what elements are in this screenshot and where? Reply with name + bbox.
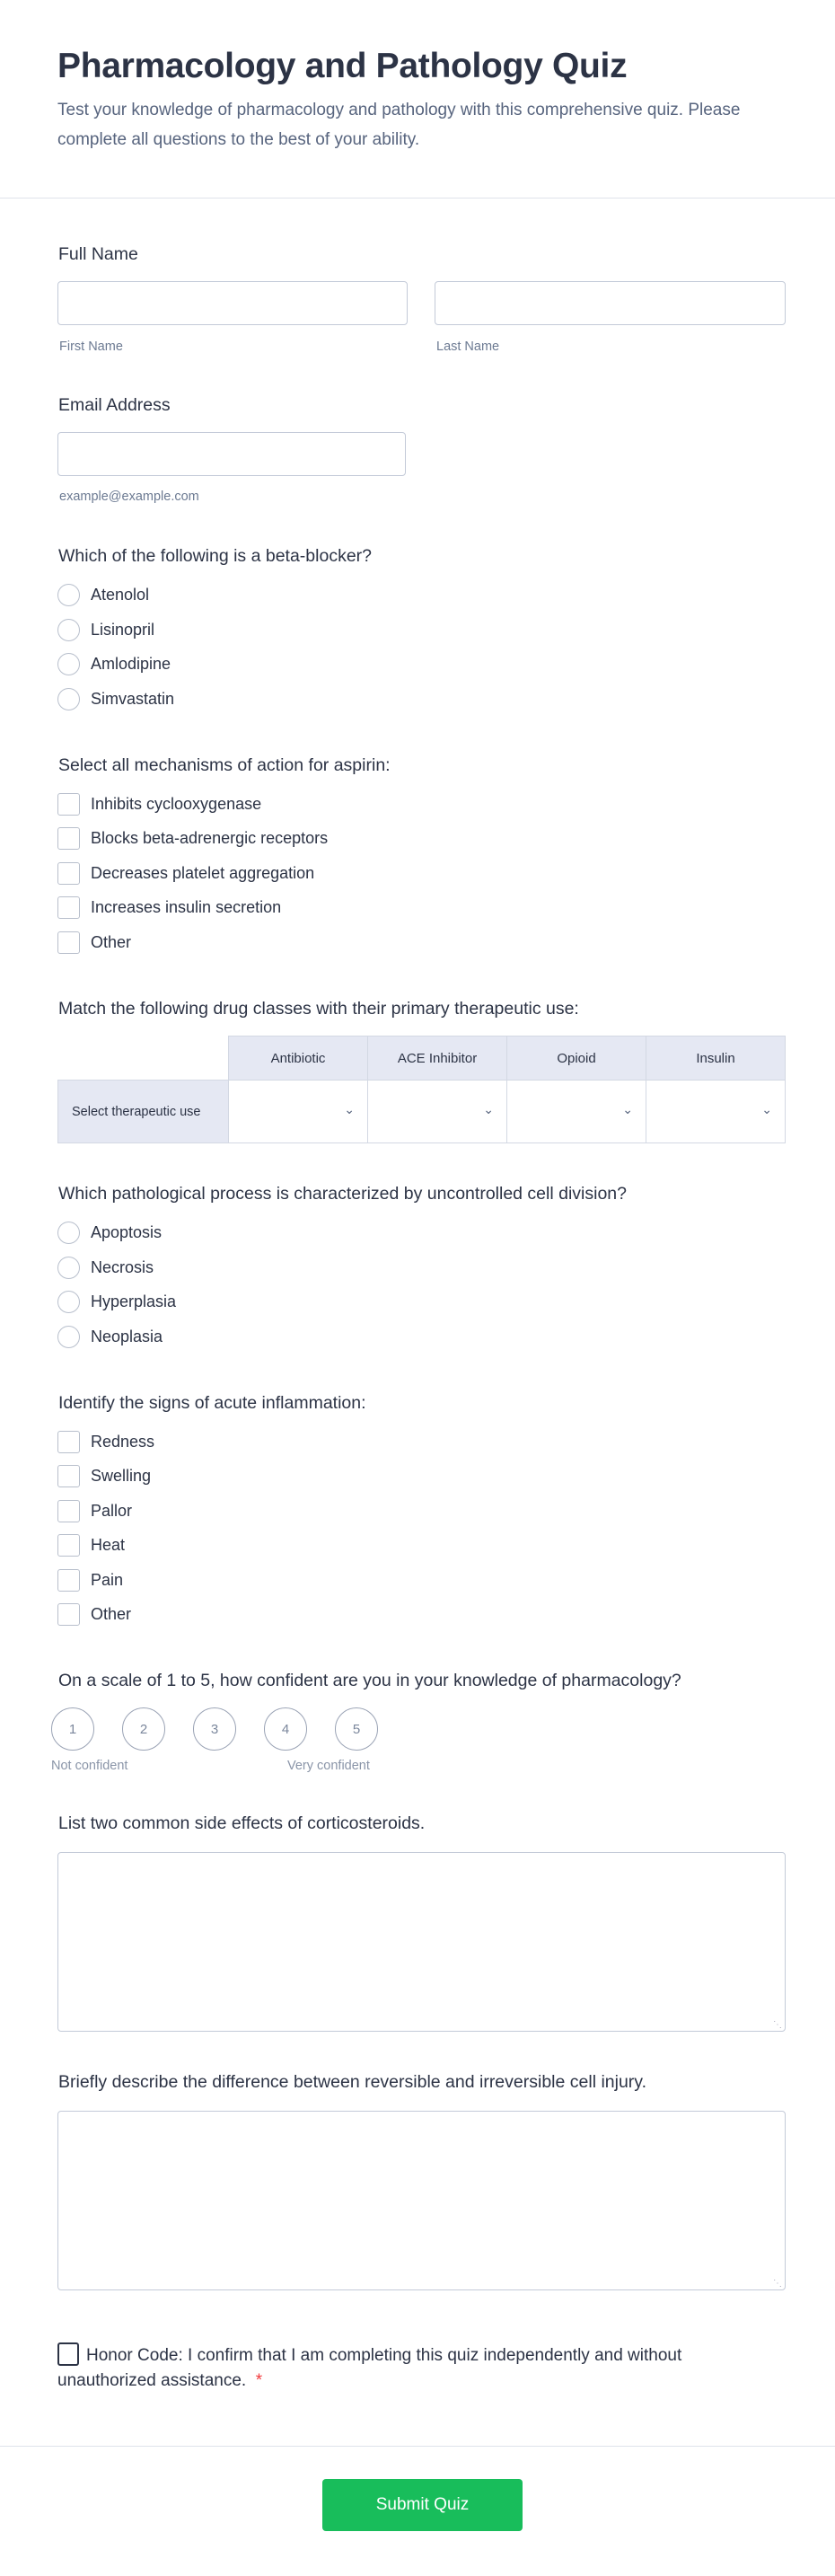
required-mark: * — [255, 2371, 263, 2390]
matrix-row-label: Select therapeutic use — [58, 1081, 229, 1143]
q2-option[interactable] — [57, 791, 261, 816]
matrix-column-header: Insulin — [646, 1037, 786, 1081]
chevron-down-icon: ⌄ — [761, 1102, 772, 1116]
q1-option[interactable] — [57, 617, 154, 642]
q5-option[interactable] — [57, 1463, 151, 1488]
checkbox[interactable] — [57, 1500, 80, 1522]
checkbox[interactable] — [57, 1465, 80, 1487]
scale-option[interactable]: 5 — [335, 1707, 378, 1751]
checkbox[interactable] — [57, 1569, 80, 1592]
honor-code — [57, 2342, 722, 2394]
radio-button[interactable] — [57, 1326, 80, 1348]
matrix-select[interactable] — [368, 1081, 507, 1143]
option-label: Heat — [91, 1535, 126, 1554]
option-label: Redness — [91, 1432, 155, 1451]
option-label: Other — [91, 932, 132, 951]
option-label: Increases insulin secretion — [91, 897, 282, 916]
q7-label: List two common side effects of corticosteroids. — [58, 1813, 426, 1833]
email-sublabel: example@example.com — [59, 490, 199, 504]
q4-label: Which pathological process is characterized by uncontrolled cell division? — [58, 1184, 627, 1204]
option-label: Lisinopril — [91, 620, 155, 639]
matrix-corner — [58, 1037, 229, 1081]
resize-handle-icon[interactable]: ⋱ — [773, 2020, 782, 2030]
q8-label: Briefly describe the difference between reversible and irreversible cell injury. — [58, 2072, 647, 2092]
q5-option[interactable] — [57, 1498, 132, 1523]
resize-handle-icon[interactable]: ⋱ — [773, 2279, 782, 2289]
matrix-select[interactable] — [507, 1081, 646, 1143]
matrix-select[interactable] — [646, 1081, 786, 1143]
submit-button[interactable]: Submit Quiz — [322, 2479, 523, 2531]
checkbox[interactable] — [57, 827, 80, 850]
option-label: Decreases platelet aggregation — [91, 863, 315, 882]
scale-max-label: Very confident — [287, 1759, 370, 1773]
q4-option[interactable] — [57, 1220, 162, 1245]
full-name-label: Full Name — [58, 244, 138, 264]
scale-option[interactable]: 4 — [264, 1707, 307, 1751]
option-label: Swelling — [91, 1466, 152, 1485]
chevron-down-icon: ⌄ — [483, 1102, 494, 1116]
option-label: Apoptosis — [91, 1222, 163, 1241]
q2-option[interactable] — [57, 825, 328, 851]
scale-option[interactable]: 1 — [51, 1707, 94, 1751]
q4-option[interactable] — [57, 1289, 176, 1314]
matrix-column-header: Opioid — [507, 1037, 646, 1081]
last-name-sublabel: Last Name — [436, 340, 500, 354]
checkbox[interactable] — [57, 931, 80, 954]
footer-divider — [0, 2446, 835, 2447]
email-label: Email Address — [58, 395, 171, 415]
option-label: Hyperplasia — [91, 1292, 177, 1310]
chevron-down-icon: ⌄ — [344, 1102, 355, 1116]
q6-label: On a scale of 1 to 5, how confident are you in your knowledge of pharmacology? — [58, 1671, 681, 1690]
option-label: Pain — [91, 1570, 124, 1589]
q2-option[interactable] — [57, 860, 314, 886]
scale-min-label: Not confident — [51, 1759, 128, 1773]
q2-option[interactable] — [57, 930, 131, 955]
checkbox[interactable] — [57, 793, 80, 816]
option-label: Necrosis — [91, 1257, 154, 1276]
honor-checkbox[interactable] — [57, 2342, 79, 2366]
matrix-select[interactable] — [229, 1081, 368, 1143]
matrix-column-header: Antibiotic — [229, 1037, 368, 1081]
q2-option[interactable] — [57, 895, 281, 920]
q1-label: Which of the following is a beta-blocker? — [58, 546, 373, 566]
checkbox[interactable] — [57, 1603, 80, 1626]
q1-option[interactable] — [57, 686, 174, 711]
checkbox[interactable] — [57, 1431, 80, 1453]
q1-option[interactable] — [57, 651, 171, 676]
radio-button[interactable] — [57, 1222, 80, 1244]
q5-option[interactable] — [57, 1567, 123, 1592]
q5-option[interactable] — [57, 1601, 131, 1627]
page-subtitle: Test your knowledge of pharmacology and pathology with this comprehensive quiz. Please complete all questions to the best of your ability. — [57, 101, 741, 149]
q5-option[interactable] — [57, 1532, 125, 1557]
honor-code-label: Honor Code: I confirm that I am completing this quiz independently and without unauthorized assistance. — [57, 2346, 682, 2390]
q5-label: Identify the signs of acute inflammation: — [58, 1393, 366, 1413]
checkbox[interactable] — [57, 862, 80, 885]
q5-option[interactable] — [57, 1429, 154, 1454]
q1-option[interactable] — [57, 582, 149, 607]
first-name-input[interactable] — [57, 281, 408, 325]
matrix-table — [57, 1036, 786, 1143]
radio-button[interactable] — [57, 653, 80, 675]
checkbox[interactable] — [57, 1534, 80, 1557]
option-label: Blocks beta-adrenergic receptors — [91, 828, 329, 847]
q7-textarea[interactable] — [57, 1852, 786, 2032]
radio-button[interactable] — [57, 584, 80, 606]
scale-option[interactable]: 2 — [122, 1707, 165, 1751]
chevron-down-icon: ⌄ — [622, 1102, 633, 1116]
q8-textarea[interactable] — [57, 2111, 786, 2290]
page-title: Pharmacology and Pathology Quiz — [57, 47, 628, 85]
checkbox[interactable] — [57, 896, 80, 919]
last-name-input[interactable] — [435, 281, 786, 325]
option-label: Atenolol — [91, 585, 150, 604]
option-label: Other — [91, 1604, 132, 1623]
q4-option[interactable] — [57, 1255, 154, 1280]
option-label: Neoplasia — [91, 1327, 163, 1345]
email-input[interactable] — [57, 432, 406, 476]
radio-button[interactable] — [57, 1291, 80, 1313]
option-label: Amlodipine — [91, 654, 171, 673]
radio-button[interactable] — [57, 688, 80, 710]
radio-button[interactable] — [57, 619, 80, 641]
matrix-column-header: ACE Inhibitor — [368, 1037, 507, 1081]
q2-label: Select all mechanisms of action for aspirin: — [58, 755, 391, 775]
option-label: Inhibits cyclooxygenase — [91, 794, 262, 813]
option-label: Simvastatin — [91, 689, 175, 708]
radio-button[interactable] — [57, 1257, 80, 1279]
first-name-sublabel: First Name — [59, 340, 123, 354]
q3-label: Match the following drug classes with their primary therapeutic use: — [58, 999, 579, 1019]
q4-option[interactable] — [57, 1324, 163, 1349]
option-label: Pallor — [91, 1501, 133, 1520]
scale-option[interactable]: 3 — [193, 1707, 236, 1751]
